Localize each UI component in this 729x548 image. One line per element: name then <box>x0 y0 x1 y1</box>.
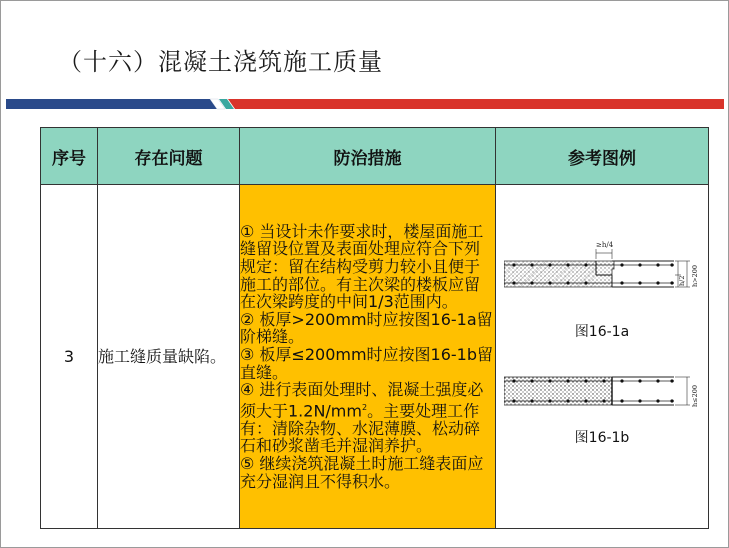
measure-item-4-tail: 。主要处理工作有：清除杂物、水泥薄膜、松动碎石和砂浆凿毛并湿润养护。 <box>240 401 481 456</box>
measure-item-5: ⑤ 继续浇筑混凝土时施工缝表面应充分湿润且不得积水。 <box>240 453 484 491</box>
table-header-row <box>41 128 709 185</box>
figure-16-1b-caption: 图16-1b <box>574 430 630 446</box>
figure-16-1a <box>504 239 700 309</box>
figure-a-label-top: ≥h/4 <box>596 241 614 249</box>
measure-item-4-sup: 2 <box>361 402 368 412</box>
figure-b-label-right: h≤200 <box>691 384 699 407</box>
measure-item-1: ① 当设计未作要求时，楼屋面施工缝留设位置及表面处理应符合下列规定：留在结构受剪力较小且便于施工的部位。有主次梁的楼板应留在次梁跨度的中间1/3范围内。 <box>240 221 484 312</box>
figure-16-1b <box>504 365 700 421</box>
measure-item-4-text: ④ 进行表面处理时、混凝土强度必须大于1.2N/mm <box>240 380 484 421</box>
measure-item-4 <box>240 381 495 455</box>
cell-seq: 3 <box>41 185 98 529</box>
header-figures: 参考图例 <box>496 128 709 185</box>
page-title: （十六）混凝土浇筑施工质量 <box>58 48 383 76</box>
cell-issue: 施工缝质量缺陷。 <box>98 185 240 529</box>
cell-figures <box>496 185 709 529</box>
figure-a-label-h2: h/2 <box>678 275 686 286</box>
figure-a-label-right: h>200 <box>691 264 699 287</box>
measure-item-3: ③ 板厚≤200mm时应按图16-1b留直缝。 <box>240 345 494 382</box>
decorative-band <box>6 96 724 110</box>
measure-item-2: ② 板厚>200mm时应按图16-1a留阶梯缝。 <box>240 309 493 347</box>
quality-table <box>40 127 709 529</box>
cell-measures <box>240 185 496 529</box>
header-measures: 防治措施 <box>240 128 496 185</box>
figure-16-1a-caption: 图16-1a <box>574 324 630 340</box>
header-issue: 存在问题 <box>98 128 240 185</box>
header-seq: 序号 <box>41 128 98 185</box>
table-row <box>41 185 709 529</box>
